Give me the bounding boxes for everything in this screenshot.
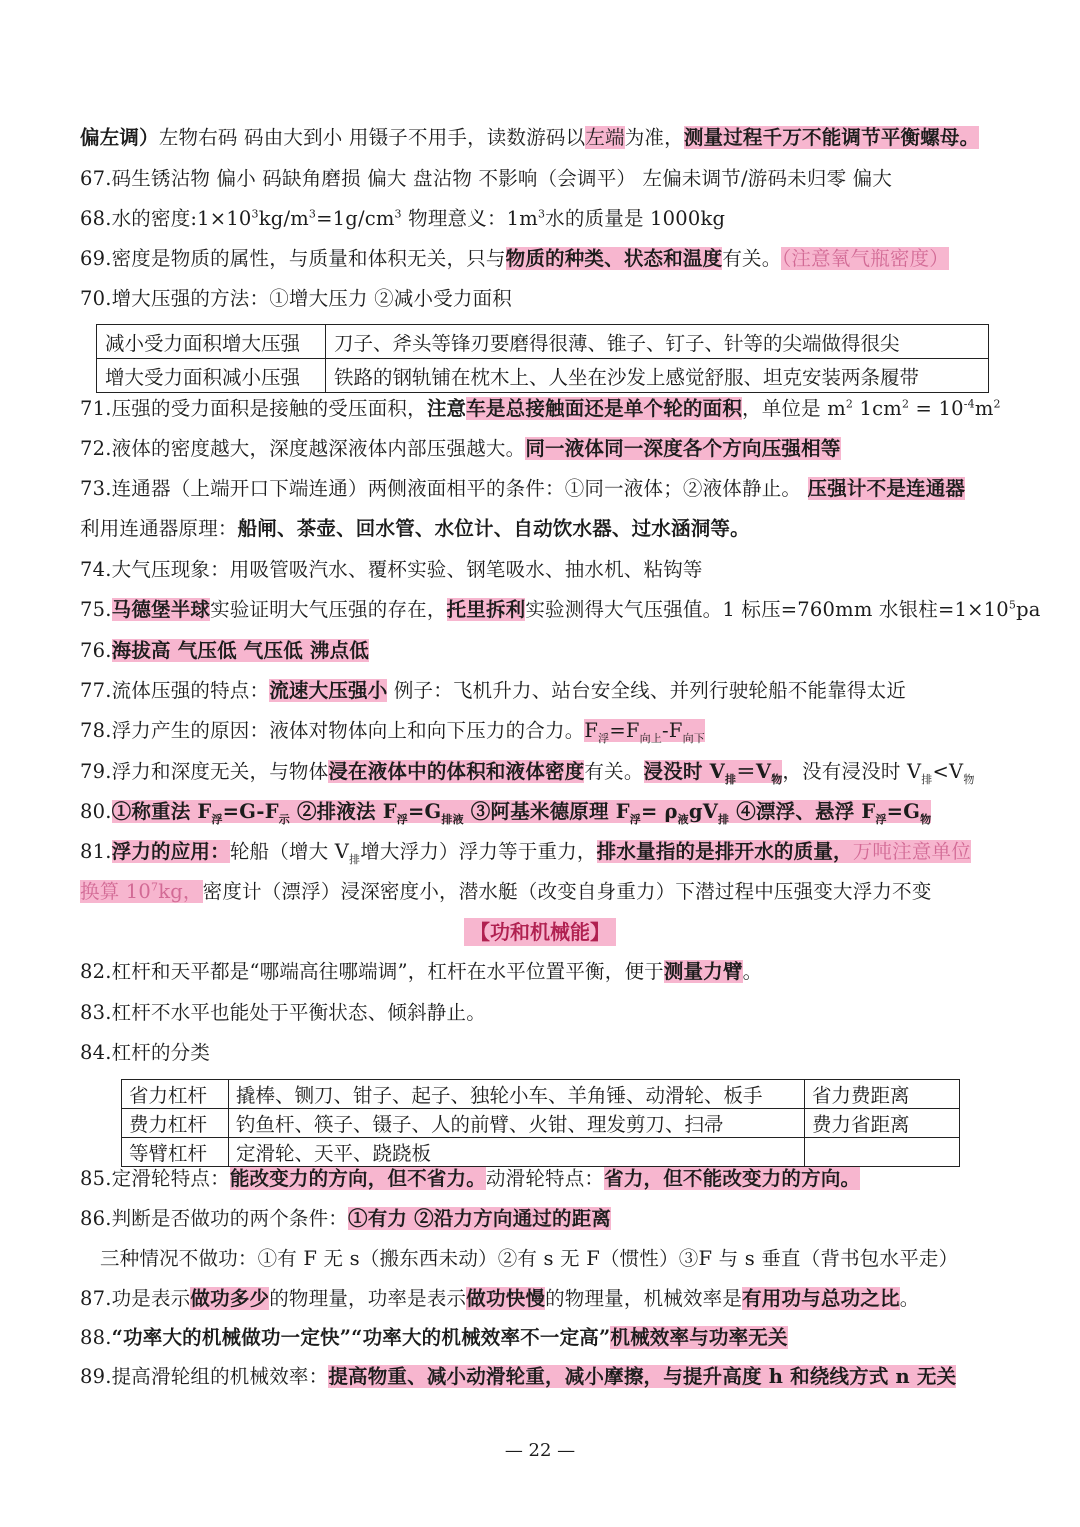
table-cell: 铁路的钢轨铺在枕木上、人坐在沙发上感觉舒服、坦克安装两条履带 [326,359,989,393]
line-84: 84.杠杆的分类 [80,1041,211,1064]
text-segment: 实验测得大气压强值。1 标压=760mm 水银柱=1×10 [525,598,1009,621]
line-83: 83.杠杆不水平也能处于平衡状态、倾斜静止。 [80,1001,486,1024]
table-cell: 费力杠杆 [122,1109,229,1138]
highlight: 物质的种类、状态和温度 [505,247,723,270]
highlight: 省力，但不能改变力的方向。 [604,1167,861,1190]
text-segment: 88. [80,1326,112,1349]
line-68 [80,204,1020,234]
highlight: 做功多少 [190,1287,270,1310]
superscript: 5 [1008,598,1017,612]
table-cell: 等臂杠杆 [122,1138,229,1167]
highlight [584,719,705,745]
text-segment: -F [662,719,683,742]
superscript: 7 [151,880,159,894]
superscript: 2 [993,397,1001,411]
text-segment: 实验证明大气压强的存在， [210,598,447,621]
text-segment: 偏左调） [80,126,159,149]
text-segment: 左物右码 码由大到小 用镊子不用手，读数游码以 [158,126,586,149]
subscript: 浮 [875,812,887,826]
table-cell: 撬棒、铡刀、钳子、起子、独轮小车、羊角锤、动滑轮、板手 [229,1080,805,1109]
text-segment: ＝V [736,760,772,783]
text-segment: F [584,719,599,742]
text-segment: gV [688,800,719,823]
subscript: 排液 [441,812,464,826]
subscript: 浮 [598,731,610,745]
highlight: 提高物重、减小动滑轮重，减小摩擦，与提升高度 h 和绕线方式 n 无关 [328,1365,957,1388]
text-segment: m [974,397,994,420]
text-segment: ，单位是 m [742,397,846,420]
table-cell [805,1138,960,1167]
table-cell: 刀子、斧头等锋刃要磨得很薄、锥子、钉子、针等的尖端做得很尖 [326,325,989,359]
text-segment: 有关。 [584,760,644,783]
text-segment: 77.流体压强的特点： [80,679,270,702]
highlight: 机械效率与功率无关 [610,1326,788,1349]
text-segment: ，没有浸没时 V [782,760,922,783]
highlight: 托里拆利 [446,598,526,621]
text-segment: 的物理量，机械效率是 [545,1287,743,1310]
section-title-text: 【功和机械能】 [464,918,616,946]
highlight: 左端 [585,126,625,149]
superscript: -4 [963,397,975,411]
page-number: — 22 — [504,1440,576,1461]
highlight: 浮力的应用： [111,840,230,863]
subscript: 向下 [682,731,705,745]
table-cell: 增大受力面积减小压强 [97,359,326,393]
subscript: 浮 [211,812,223,826]
highlight: 测量过程千万不能调节平衡螺母。 [683,126,980,149]
text-segment: = ρ [640,800,678,823]
line-86b: 三种情况不做功：①有 F 无 s（搬东西未动）②有 s 无 F（惯性）③F 与 s 垂直（背书包水平走） [100,1247,959,1270]
text-segment: kg/m [258,207,309,230]
line-82 [80,957,1020,987]
text-segment: 换算 10 [80,880,152,903]
line-78 [80,716,1020,746]
text-segment: ④漂浮、悬浮 F [729,800,876,823]
text-segment: =G [408,800,442,823]
line-86 [80,1204,1020,1234]
text-segment: 为准， [624,126,684,149]
subscript: 排 [718,812,730,826]
table-cell: 减小受力面积增大压强 [97,325,326,359]
highlight: 有用功与总功之比 [742,1287,900,1310]
line-87 [80,1284,1020,1314]
highlight: 做功快慢 [466,1287,546,1310]
table-row [122,1109,960,1138]
text-segment: = 10 [909,397,964,420]
highlight: 能改变力的方向，但不省力。 [229,1167,486,1190]
table-cell: 定滑轮、天平、跷跷板 [229,1138,805,1167]
highlight: 压强计不是连通器 [807,477,966,500]
highlight: ①有力 ②沿力方向通过的距离 [348,1207,612,1230]
highlight: 马德堡半球 [111,598,211,621]
text-segment: 1cm [853,397,902,420]
highlight: 海拔高 气压低 气压低 沸点低 [111,639,369,662]
line-75 [80,595,1041,625]
lever-table [121,1079,960,1167]
highlight: （注意氧气瓶密度） [781,247,949,270]
superscript: 3 [308,207,317,221]
table-cell: 费力省距离 [805,1109,960,1138]
line-77 [80,676,1020,706]
text-segment: =1g/cm [316,207,395,230]
superscript: 3 [394,207,402,221]
text-segment: 76. [80,639,112,662]
text-segment: 增大浮力）浮力等于重力， [360,840,597,863]
table-row [122,1080,960,1109]
text-segment: 利用连通器原理： [80,517,238,540]
superscript: 2 [845,397,854,411]
line-67: 67.码生锈沾物 偏小 码缺角磨损 偏大 盘沾物 不影响（会调平） 左偏未调节/游码未归零 偏大 [80,167,893,190]
text-segment: 73.连通器（上端开口下端连通）两侧液面相平的条件：①同一液体；②液体静止。 [80,477,808,500]
line-76 [80,636,1020,666]
subscript: 物 [920,812,932,826]
line-71 [80,394,1020,424]
table-cell: 钓鱼杆、筷子、镊子、人的前臂、火钳、理发剪刀、扫帚 [229,1109,805,1138]
subscript: 排 [724,772,737,786]
table-row [97,325,989,359]
text-segment: 浸没时 V [643,760,725,783]
text-segment: ②排液法 F [289,800,397,823]
text-segment: 81. [80,840,112,863]
highlight [111,800,932,826]
text-segment: 80. [80,800,112,823]
text-segment: 72.液体的密度越大，深度越深液体内部压强越大。 [80,437,526,460]
text-segment: pa [1016,598,1041,621]
text-segment: 船闸、茶壶、回水管、水位计、自动饮水器、过水涵洞等。 [237,517,750,540]
highlight: 车是总接触面还是单个轮的面积 [466,397,743,420]
text-segment: 86.判断是否做功的两个条件： [80,1207,349,1230]
text-segment: 87.功是表示 [80,1287,191,1310]
text-segment: 注意 [426,397,467,420]
pressure-table [96,324,989,393]
highlight: 万吨注意单位 [852,840,971,863]
text-segment: ③阿基米德原理 F [463,800,630,823]
text-segment: =F [609,719,640,742]
text-segment: 有关。 [722,247,782,270]
text-segment: 89.提高滑轮组的机械效率： [80,1365,329,1388]
text-segment: <V [932,760,964,783]
text-segment: =G [886,800,921,823]
subscript: 排 [921,772,933,786]
text-segment: 动滑轮特点： [485,1167,605,1190]
superscript: 3 [537,207,546,221]
text-segment: 水的质量是 1000kg [545,207,726,230]
line-79 [80,757,1020,787]
highlight [80,880,203,903]
subscript: 物 [963,772,975,786]
text-segment: kg， [158,880,203,903]
line-80 [80,797,1020,827]
line-72 [80,434,1020,464]
table-cell: 省力费距离 [805,1080,960,1109]
line-69 [80,244,1020,274]
subscript: 向上 [639,731,663,745]
line-88 [80,1323,1020,1353]
line-73 [80,474,1020,504]
line-85 [80,1164,1020,1194]
highlight: 排水量指的是排开水的质量， [596,840,853,863]
text-segment: 例子：飞机升力、站台安全线、并列行驶轮船不能靠得太近 [387,679,907,702]
subscript: 物 [771,772,783,786]
table-row [122,1138,960,1167]
text-segment: 75. [80,598,112,621]
highlight: 流速大压强小 [269,679,388,702]
line-66 [80,123,1020,153]
text-segment: 的物理量，功率是表示 [269,1287,467,1310]
text-segment: 。 [899,1287,920,1310]
section-title [0,917,1080,947]
text-segment: ①称重法 F [111,800,212,823]
text-segment: 68.水的密度:1×10 [80,207,252,230]
text-segment: 轮船（增大 V [229,840,350,863]
text-segment: 78.浮力产生的原因：液体对物体向上和向下压力的合力。 [80,719,585,742]
text-segment: 85.定滑轮特点： [80,1167,230,1190]
line-74: 74.大气压现象：用吸管吸汽水、覆杯实验、钢笔吸水、抽水机、粘钩等 [80,558,703,581]
highlight: 浸在液体中的体积和液体密度 [328,760,585,783]
subscript: 液 [677,812,689,826]
text-segment: “功率大的机械做功一定快”“功率大的机械效率不一定高” [111,1326,611,1349]
text-segment: 物理意义：1m [401,207,538,230]
line-70: 70.增大压强的方法：①增大压力 ②减小受力面积 [80,287,513,310]
subscript: 示 [278,812,290,826]
text-segment: 密度计（漂浮）浸深密度小，潜水艇（改变自身重力）下潜过程中压强变大浮力不变 [202,880,932,903]
highlight [643,760,783,786]
subscript: 浮 [629,812,641,826]
table-row [97,359,989,393]
line-73b [80,514,1020,544]
text-segment: =G-F [222,800,279,823]
subscript: 浮 [396,812,408,826]
text-segment: 82.杠杆和天平都是“哪端高往哪端调”，杠杆在水平位置平衡，便于 [80,960,664,983]
subscript: 排 [349,852,361,866]
text-segment: 79.浮力和深度无关，与物体 [80,760,329,783]
highlight: 测量力臂 [663,960,743,983]
superscript: 3 [251,207,259,221]
superscript: 2 [901,397,910,411]
text-segment: 69.密度是物质的属性，与质量和体积无关，只与 [80,247,506,270]
text-segment: 。 [742,960,763,983]
line-81b [80,877,1020,907]
line-81 [80,837,1020,867]
highlight: 同一液体同一深度各个方向压强相等 [525,437,841,460]
table-cell: 省力杠杆 [122,1080,229,1109]
text-segment: 71.压强的受力面积是接触的受压面积， [80,397,427,420]
line-89 [80,1362,1020,1392]
